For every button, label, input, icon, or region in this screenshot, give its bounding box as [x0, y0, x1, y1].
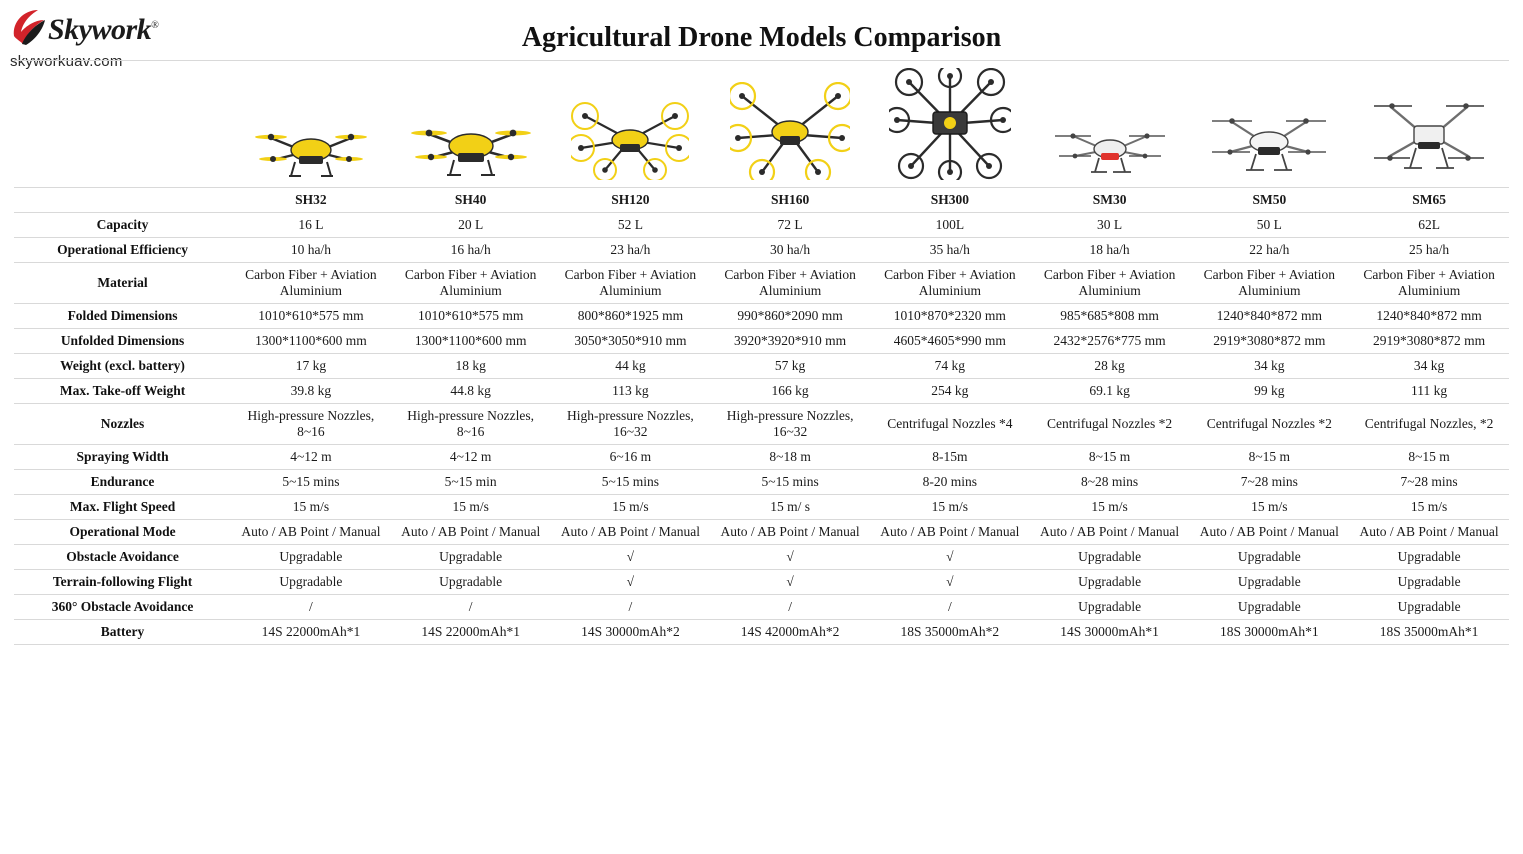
cell-unfolded-sm65: 2919*3080*872 mm: [1349, 329, 1509, 354]
table-row: [14, 263, 1509, 304]
cell-takeoff-sh32: 39.8 kg: [231, 379, 391, 404]
model-name-sm65: SM65: [1349, 188, 1509, 213]
cell-efficiency-sm30: 18 ha/h: [1030, 238, 1190, 263]
cell-material-sm50: Carbon Fiber + Aviation Aluminium: [1189, 263, 1349, 304]
cell-obstacle-sh32: Upgradable: [231, 545, 391, 570]
cell-weight-sm65: 34 kg: [1349, 354, 1509, 379]
cell-obstacle-sh160: √: [710, 545, 870, 570]
cell-weight-sm30: 28 kg: [1030, 354, 1190, 379]
table-row: [14, 495, 1509, 520]
cell-weight-sh40: 18 kg: [391, 354, 551, 379]
cell-spray-sh32: 4~12 m: [231, 445, 391, 470]
cell-battery-sm65: 18S 35000mAh*1: [1349, 620, 1509, 645]
row-label-max-flight-speed: Max. Flight Speed: [14, 495, 231, 520]
cell-spray-sh120: 6~16 m: [551, 445, 711, 470]
cell-360-sh120: /: [551, 595, 711, 620]
brand-url: skyworkuav.com: [10, 53, 123, 70]
row-label-360-obstacle-avoidance: 360° Obstacle Avoidance: [14, 595, 231, 620]
cell-material-sh40: Carbon Fiber + Aviation Aluminium: [391, 263, 551, 304]
row-label-battery: Battery: [14, 620, 231, 645]
row-label-nozzles: Nozzles: [14, 404, 231, 445]
cell-obstacle-sh120: √: [551, 545, 711, 570]
trademark-mark: ®: [151, 20, 159, 31]
cell-efficiency-sh120: 23 ha/h: [551, 238, 711, 263]
image-row-spacer: [14, 61, 231, 188]
model-name-sh40: SH40: [391, 188, 551, 213]
cell-endurance-sh160: 5~15 mins: [710, 470, 870, 495]
row-label-capacity: Capacity: [14, 213, 231, 238]
cell-material-sm65: Carbon Fiber + Aviation Aluminium: [1349, 263, 1509, 304]
cell-folded-sh300: 1010*870*2320 mm: [870, 304, 1030, 329]
cell-terrain-sh40: Upgradable: [391, 570, 551, 595]
drone-quad-sm50-icon: [1189, 61, 1349, 188]
cell-battery-sh300: 18S 35000mAh*2: [870, 620, 1030, 645]
cell-360-sm50: Upgradable: [1189, 595, 1349, 620]
cell-battery-sh120: 14S 30000mAh*2: [551, 620, 711, 645]
cell-nozzles-sm50: Centrifugal Nozzles *2: [1189, 404, 1349, 445]
cell-spray-sh300: 8-15m: [870, 445, 1030, 470]
cell-nozzles-sh32: High-pressure Nozzles, 8~16: [231, 404, 391, 445]
cell-efficiency-sh300: 35 ha/h: [870, 238, 1030, 263]
cell-efficiency-sh160: 30 ha/h: [710, 238, 870, 263]
cell-mode-sh300: Auto / AB Point / Manual: [870, 520, 1030, 545]
cell-endurance-sm50: 7~28 mins: [1189, 470, 1349, 495]
page-title: Agricultural Drone Models Comparison: [521, 22, 1002, 53]
cell-speed-sh160: 15 m/ s: [710, 495, 870, 520]
comparison-sheet: [14, 60, 1509, 645]
drone-quad-sh40-icon: [391, 61, 551, 188]
cell-spray-sm30: 8~15 m: [1030, 445, 1190, 470]
table-row: [14, 238, 1509, 263]
cell-terrain-sh120: √: [551, 570, 711, 595]
cell-speed-sm65: 15 m/s: [1349, 495, 1509, 520]
cell-speed-sh40: 15 m/s: [391, 495, 551, 520]
model-name-sh300: SH300: [870, 188, 1030, 213]
cell-obstacle-sm30: Upgradable: [1030, 545, 1190, 570]
cell-material-sh120: Carbon Fiber + Aviation Aluminium: [551, 263, 711, 304]
cell-mode-sh32: Auto / AB Point / Manual: [231, 520, 391, 545]
cell-obstacle-sm65: Upgradable: [1349, 545, 1509, 570]
cell-endurance-sh40: 5~15 min: [391, 470, 551, 495]
drone-quad-sh32-icon: [231, 61, 391, 188]
cell-spray-sm65: 8~15 m: [1349, 445, 1509, 470]
drone-octo-sh300-icon: [870, 61, 1030, 188]
cell-spray-sh160: 8~18 m: [710, 445, 870, 470]
cell-unfolded-sm30: 2432*2576*775 mm: [1030, 329, 1190, 354]
cell-nozzles-sh160: High-pressure Nozzles, 16~32: [710, 404, 870, 445]
cell-folded-sm50: 1240*840*872 mm: [1189, 304, 1349, 329]
cell-capacity-sh40: 20 L: [391, 213, 551, 238]
table-row: [14, 595, 1509, 620]
row-label-folded-dimensions: Folded Dimensions: [14, 304, 231, 329]
cell-weight-sh300: 74 kg: [870, 354, 1030, 379]
cell-terrain-sh32: Upgradable: [231, 570, 391, 595]
drone-quad-sm65-icon: [1349, 61, 1509, 188]
cell-folded-sm65: 1240*840*872 mm: [1349, 304, 1509, 329]
cell-takeoff-sm65: 111 kg: [1349, 379, 1509, 404]
cell-efficiency-sh40: 16 ha/h: [391, 238, 551, 263]
cell-speed-sh120: 15 m/s: [551, 495, 711, 520]
cell-mode-sh40: Auto / AB Point / Manual: [391, 520, 551, 545]
cell-terrain-sm65: Upgradable: [1349, 570, 1509, 595]
cell-battery-sh40: 14S 22000mAh*1: [391, 620, 551, 645]
cell-endurance-sh300: 8-20 mins: [870, 470, 1030, 495]
row-label-operational-efficiency: Operational Efficiency: [14, 238, 231, 263]
cell-unfolded-sh40: 1300*1100*600 mm: [391, 329, 551, 354]
cell-efficiency-sh32: 10 ha/h: [231, 238, 391, 263]
cell-terrain-sh300: √: [870, 570, 1030, 595]
row-label-material: Material: [14, 263, 231, 304]
cell-mode-sh160: Auto / AB Point / Manual: [710, 520, 870, 545]
cell-takeoff-sm30: 69.1 kg: [1030, 379, 1190, 404]
cell-battery-sh32: 14S 22000mAh*1: [231, 620, 391, 645]
table-row: [14, 545, 1509, 570]
cell-capacity-sh160: 72 L: [710, 213, 870, 238]
cell-weight-sh32: 17 kg: [231, 354, 391, 379]
table-row: [14, 570, 1509, 595]
cell-unfolded-sh300: 4605*4605*990 mm: [870, 329, 1030, 354]
row-label-max-takeoff-weight: Max. Take-off Weight: [14, 379, 231, 404]
table-row: [14, 404, 1509, 445]
cell-mode-sm50: Auto / AB Point / Manual: [1189, 520, 1349, 545]
cell-battery-sm30: 14S 30000mAh*1: [1030, 620, 1190, 645]
row-label-endurance: Endurance: [14, 470, 231, 495]
row-label-weight: Weight (excl. battery): [14, 354, 231, 379]
cell-nozzles-sh300: Centrifugal Nozzles *4: [870, 404, 1030, 445]
cell-material-sh300: Carbon Fiber + Aviation Aluminium: [870, 263, 1030, 304]
cell-360-sh32: /: [231, 595, 391, 620]
cell-folded-sh32: 1010*610*575 mm: [231, 304, 391, 329]
cell-360-sm30: Upgradable: [1030, 595, 1190, 620]
model-name-sm30: SM30: [1030, 188, 1190, 213]
cell-endurance-sh120: 5~15 mins: [551, 470, 711, 495]
cell-speed-sh32: 15 m/s: [231, 495, 391, 520]
cell-spray-sh40: 4~12 m: [391, 445, 551, 470]
cell-material-sm30: Carbon Fiber + Aviation Aluminium: [1030, 263, 1190, 304]
table-row: [14, 620, 1509, 645]
drone-image-row: [14, 61, 1509, 188]
cell-capacity-sh120: 52 L: [551, 213, 711, 238]
cell-folded-sh160: 990*860*2090 mm: [710, 304, 870, 329]
cell-unfolded-sh160: 3920*3920*910 mm: [710, 329, 870, 354]
cell-capacity-sm65: 62L: [1349, 213, 1509, 238]
cell-efficiency-sm65: 25 ha/h: [1349, 238, 1509, 263]
cell-weight-sh120: 44 kg: [551, 354, 711, 379]
model-row-spacer: [14, 188, 231, 213]
table-row: [14, 213, 1509, 238]
model-name-sm50: SM50: [1189, 188, 1349, 213]
cell-efficiency-sm50: 22 ha/h: [1189, 238, 1349, 263]
cell-unfolded-sm50: 2919*3080*872 mm: [1189, 329, 1349, 354]
cell-capacity-sh300: 100L: [870, 213, 1030, 238]
row-label-terrain-following-flight: Terrain-following Flight: [14, 570, 231, 595]
table-row: [14, 354, 1509, 379]
row-label-unfolded-dimensions: Unfolded Dimensions: [14, 329, 231, 354]
cell-battery-sh160: 14S 42000mAh*2: [710, 620, 870, 645]
table-row: [14, 520, 1509, 545]
cell-speed-sm30: 15 m/s: [1030, 495, 1190, 520]
model-name-sh160: SH160: [710, 188, 870, 213]
cell-material-sh160: Carbon Fiber + Aviation Aluminium: [710, 263, 870, 304]
comparison-table: [14, 60, 1509, 645]
row-label-spraying-width: Spraying Width: [14, 445, 231, 470]
cell-nozzles-sh40: High-pressure Nozzles, 8~16: [391, 404, 551, 445]
table-row: [14, 470, 1509, 495]
cell-obstacle-sh300: √: [870, 545, 1030, 570]
drone-hexa-sh160-icon: [710, 61, 870, 188]
cell-nozzles-sm30: Centrifugal Nozzles *2: [1030, 404, 1190, 445]
cell-360-sh40: /: [391, 595, 551, 620]
cell-takeoff-sh120: 113 kg: [551, 379, 711, 404]
cell-360-sm65: Upgradable: [1349, 595, 1509, 620]
cell-battery-sm50: 18S 30000mAh*1: [1189, 620, 1349, 645]
cell-nozzles-sh120: High-pressure Nozzles, 16~32: [551, 404, 711, 445]
model-name-sh32: SH32: [231, 188, 391, 213]
row-label-operational-mode: Operational Mode: [14, 520, 231, 545]
brand-name: Skywork®: [48, 13, 159, 46]
cell-folded-sm30: 985*685*808 mm: [1030, 304, 1190, 329]
cell-mode-sm30: Auto / AB Point / Manual: [1030, 520, 1190, 545]
cell-takeoff-sh300: 254 kg: [870, 379, 1030, 404]
row-label-obstacle-avoidance: Obstacle Avoidance: [14, 545, 231, 570]
model-name-sh120: SH120: [551, 188, 711, 213]
table-row: [14, 329, 1509, 354]
cell-speed-sm50: 15 m/s: [1189, 495, 1349, 520]
cell-terrain-sm30: Upgradable: [1030, 570, 1190, 595]
cell-weight-sh160: 57 kg: [710, 354, 870, 379]
cell-folded-sh40: 1010*610*575 mm: [391, 304, 551, 329]
cell-capacity-sh32: 16 L: [231, 213, 391, 238]
table-row: [14, 379, 1509, 404]
cell-obstacle-sh40: Upgradable: [391, 545, 551, 570]
cell-mode-sm65: Auto / AB Point / Manual: [1349, 520, 1509, 545]
drone-hexa-sh120-icon: [551, 61, 711, 188]
cell-material-sh32: Carbon Fiber + Aviation Aluminium: [231, 263, 391, 304]
cell-unfolded-sh32: 1300*1100*600 mm: [231, 329, 391, 354]
cell-takeoff-sh40: 44.8 kg: [391, 379, 551, 404]
cell-nozzles-sm65: Centrifugal Nozzles, *2: [1349, 404, 1509, 445]
cell-terrain-sh160: √: [710, 570, 870, 595]
model-name-row: [14, 188, 1509, 213]
cell-mode-sh120: Auto / AB Point / Manual: [551, 520, 711, 545]
cell-capacity-sm30: 30 L: [1030, 213, 1190, 238]
cell-endurance-sm30: 8~28 mins: [1030, 470, 1190, 495]
cell-unfolded-sh120: 3050*3050*910 mm: [551, 329, 711, 354]
drone-quad-sm30-icon: [1030, 61, 1190, 188]
cell-weight-sm50: 34 kg: [1189, 354, 1349, 379]
cell-terrain-sm50: Upgradable: [1189, 570, 1349, 595]
cell-spray-sm50: 8~15 m: [1189, 445, 1349, 470]
cell-360-sh160: /: [710, 595, 870, 620]
cell-obstacle-sm50: Upgradable: [1189, 545, 1349, 570]
cell-takeoff-sm50: 99 kg: [1189, 379, 1349, 404]
cell-capacity-sm50: 50 L: [1189, 213, 1349, 238]
cell-takeoff-sh160: 166 kg: [710, 379, 870, 404]
cell-speed-sh300: 15 m/s: [870, 495, 1030, 520]
cell-folded-sh120: 800*860*1925 mm: [551, 304, 711, 329]
cell-endurance-sh32: 5~15 mins: [231, 470, 391, 495]
table-row: [14, 304, 1509, 329]
table-row: [14, 445, 1509, 470]
cell-360-sh300: /: [870, 595, 1030, 620]
cell-endurance-sm65: 7~28 mins: [1349, 470, 1509, 495]
